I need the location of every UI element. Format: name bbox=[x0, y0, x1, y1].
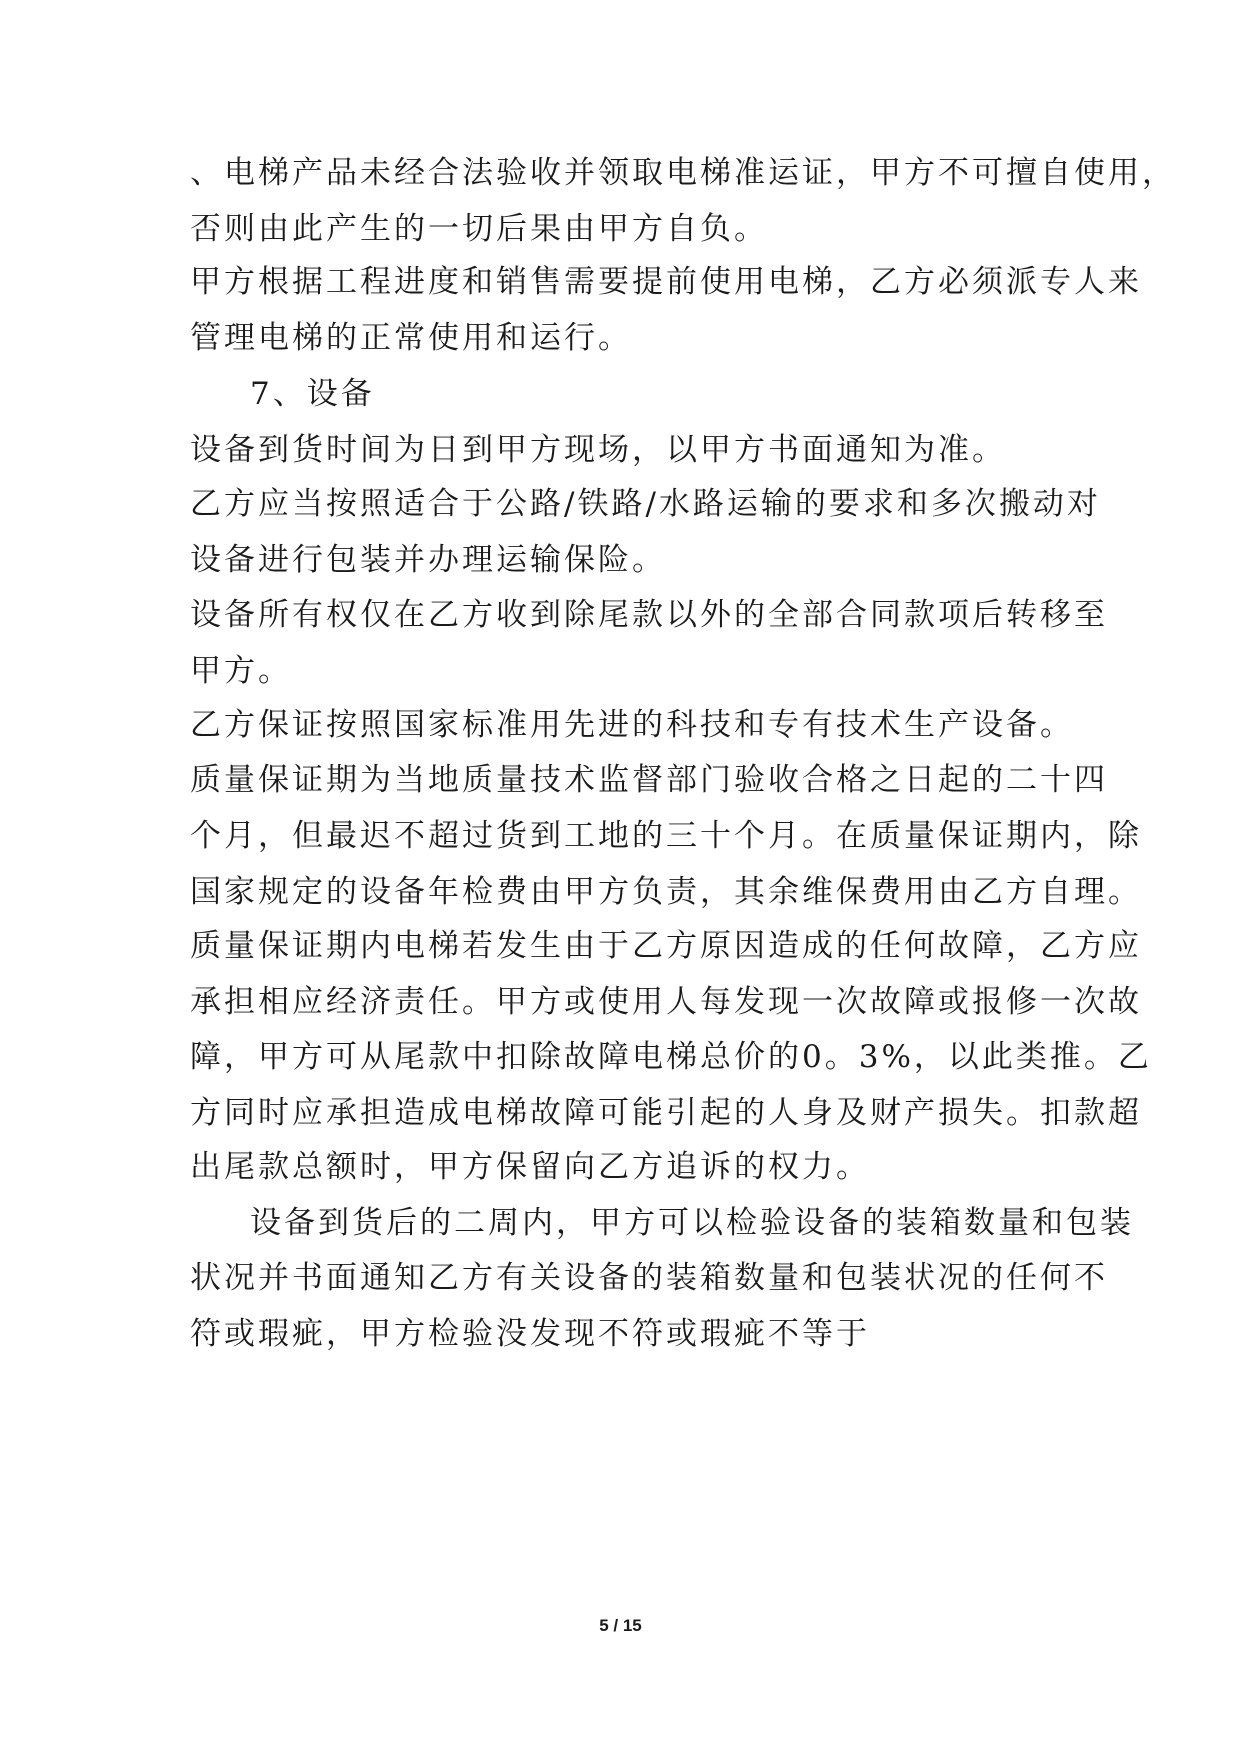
text-line: 个月，但最迟不超过货到工地的三十个月。在质量保证期内，除 bbox=[190, 818, 1142, 854]
text-line: 符或瑕疵，甲方检验没发现不符或瑕疵不等于 bbox=[190, 1316, 870, 1352]
text-line: 方同时应承担造成电梯故障可能引起的人身及财产损失。扣款超 bbox=[190, 1095, 1142, 1131]
text-line: 甲方。 bbox=[190, 653, 292, 689]
page-number: 5 / 15 bbox=[599, 1616, 642, 1635]
text-line: 障，甲方可从尾款中扣除故障电梯总价的0。3%，以此类推。乙 bbox=[190, 1039, 1152, 1075]
text-line: 质量保证期为当地质量技术监督部门验收合格之日起的二十四 bbox=[190, 762, 1108, 798]
text-line: 设备到货时间为日到甲方现场，以甲方书面通知为准。 bbox=[190, 432, 1006, 468]
text-line: 、电梯产品未经合法验收并领取电梯准运证，甲方不可擅自使用， bbox=[190, 155, 1176, 191]
text-line: 设备进行包装并办理运输保险。 bbox=[190, 542, 666, 578]
text-line: 质量保证期内电梯若发生由于乙方原因造成的任何故障，乙方应 bbox=[190, 928, 1142, 964]
text-line: 国家规定的设备年检费由甲方负责，其余维保费用由乙方自理。 bbox=[190, 874, 1142, 910]
text-line: 管理电梯的正常使用和运行。 bbox=[190, 320, 632, 356]
text-line: 状况并书面通知乙方有关设备的装箱数量和包装状况的任何不 bbox=[190, 1260, 1108, 1296]
text-line: 承担相应经济责任。甲方或使用人每发现一次故障或报修一次故 bbox=[190, 984, 1142, 1020]
text-line: 设备到货后的二周内，甲方可以检验设备的装箱数量和包装 bbox=[250, 1205, 1134, 1241]
text-line: 乙方应当按照适合于公路/铁路/水路运输的要求和多次搬动对 bbox=[190, 486, 1101, 522]
text-line: 否则由此产生的一切后果由甲方自负。 bbox=[190, 211, 768, 247]
text-line: 甲方根据工程进度和销售需要提前使用电梯，乙方必须派专人来 bbox=[190, 264, 1142, 300]
section-heading: 7、设备 bbox=[250, 376, 375, 412]
text-line: 乙方保证按照国家标准用先进的科技和专有技术生产设备。 bbox=[190, 707, 1074, 743]
text-line: 设备所有权仅在乙方收到除尾款以外的全部合同款项后转移至 bbox=[190, 597, 1108, 633]
text-line: 出尾款总额时，甲方保留向乙方追诉的权力。 bbox=[190, 1149, 870, 1185]
